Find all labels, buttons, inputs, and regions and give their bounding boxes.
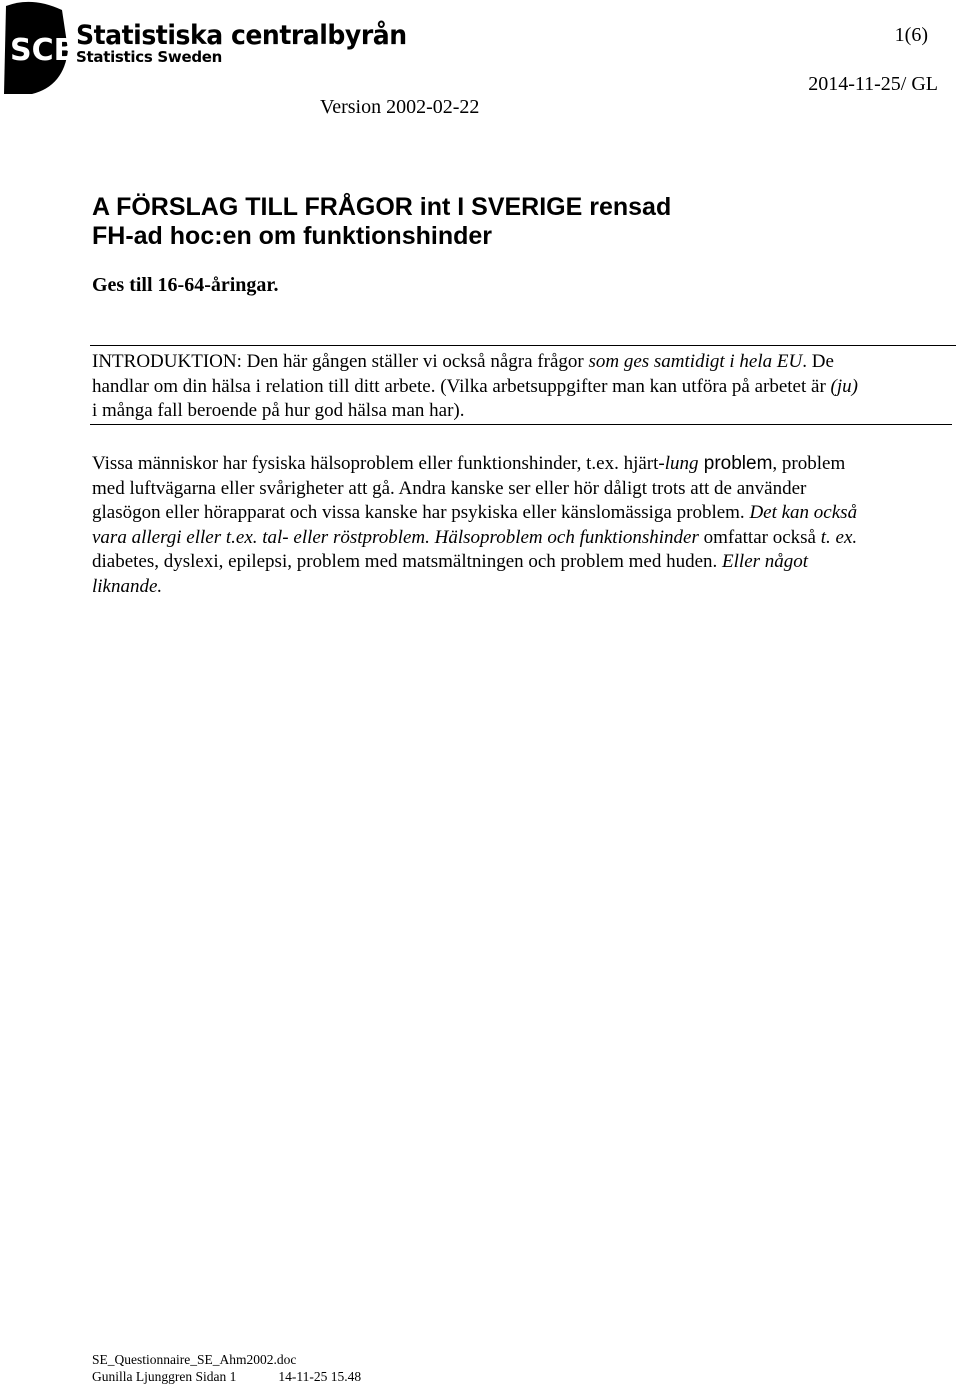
scb-logo-mark-icon (2, 0, 68, 96)
intro-paragraph (92, 350, 858, 424)
body-emphasis: Det kan också (749, 502, 857, 523)
intro-emphasis: som ges samtidigt i hela EU (588, 351, 802, 372)
body-emphasis: lung (665, 453, 699, 474)
footer-timestamp: 14-11-25 15.48 (278, 1369, 361, 1384)
title-line-1: A FÖRSLAG TILL FRÅGOR int I SVERIGE rensad (92, 193, 671, 222)
intro-emphasis: (ju) (831, 376, 858, 397)
body-text: omfattar också (699, 527, 821, 548)
body-line-4 (92, 526, 857, 551)
version-label: Version 2002-02-22 (320, 97, 479, 117)
page-number: 1(6) (895, 25, 928, 45)
date-initials: 2014-11-25/ GL (808, 74, 938, 94)
intro-line-2 (92, 375, 858, 400)
intro-bottom-rule (90, 424, 952, 425)
body-line-2: med luftvägarna eller svårigheter att gå. Andra kanske ser eller hör dåligt trots att de använder (92, 477, 857, 502)
body-line-6 (92, 575, 857, 600)
body-line-5 (92, 550, 857, 575)
body-text: Vissa människor har fysiska hälsoproblem eller funktionshinder, t.ex. hjärt- (92, 453, 665, 474)
logo-name: Statistiska centralbyrån (76, 22, 407, 49)
scb-logo-letters: SCB (10, 33, 77, 68)
body-emphasis: Eller något (722, 551, 808, 572)
target-group: Ges till 16-64-åringar. (92, 275, 278, 295)
intro-top-rule (90, 345, 956, 346)
intro-text: . De (802, 351, 834, 372)
intro-line-1 (92, 350, 858, 375)
body-emphasis: liknande. (92, 576, 162, 597)
body-line-1 (92, 452, 857, 477)
body-emphasis: t. ex. (821, 527, 857, 548)
intro-text: INTRODUKTION: Den här gången ställer vi också några frågor (92, 351, 588, 372)
intro-text: handlar om din hälsa i relation till ditt arbete. (Vilka arbetsuppgifter man kan utföra på arbetet är (92, 376, 831, 397)
footer-author-page: Gunilla Ljunggren Sidan 1 (92, 1369, 236, 1384)
logo-subname: Statistics Sweden (76, 50, 222, 65)
document-title (92, 193, 671, 251)
body-line-3 (92, 501, 857, 526)
body-paragraph (92, 452, 857, 600)
body-emphasis: vara allergi eller t.ex. tal- eller röstproblem. Hälsoproblem och funktionshinder (92, 527, 699, 548)
footer-filename: SE_Questionnaire_SE_Ahm2002.doc (92, 1352, 361, 1369)
intro-line-3: i många fall beroende på hur god hälsa man har). (92, 399, 858, 424)
body-text: diabetes, dyslexi, epilepsi, problem med matsmältningen och problem med huden. (92, 551, 722, 572)
title-line-2: FH-ad hoc:en om funktionshinder (92, 222, 671, 251)
footer-author-row (92, 1369, 361, 1385)
page-footer (92, 1352, 361, 1385)
body-text: , problem (772, 453, 845, 474)
body-text-sans: problem (699, 453, 773, 474)
body-text: glasögon eller hörapparat och vissa kanske har psykiska eller känslomässiga problem. (92, 502, 749, 523)
scb-logo (2, 0, 382, 96)
